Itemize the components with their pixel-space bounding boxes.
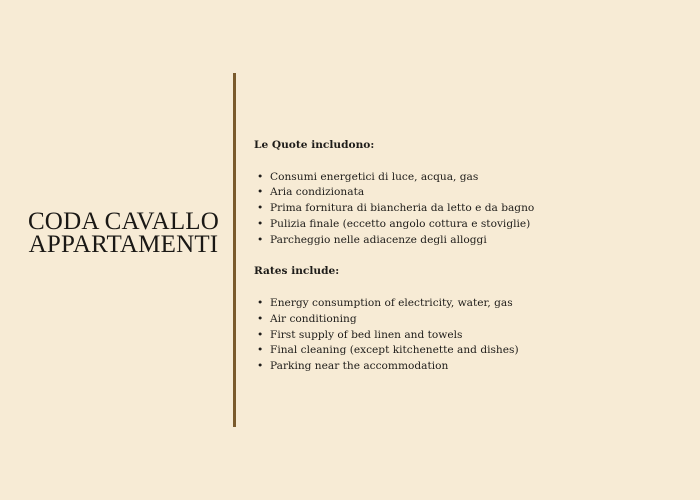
- italian-heading: Le Quote includono:: [254, 139, 375, 151]
- title-line-1: CODA CAVALLO: [27, 208, 220, 235]
- list-item-text: First supply of bed linen and towels: [270, 328, 463, 341]
- list-item-text: Consumi energetici di luce, acqua, gas: [270, 170, 479, 183]
- section-spacer: [254, 249, 684, 265]
- italian-list: [254, 170, 684, 249]
- list-item-text: Pulizia finale (eccetto angolo cottura e stoviglie): [270, 217, 531, 230]
- list-item: [254, 328, 684, 344]
- list-item: [254, 233, 684, 249]
- bullet-icon: •: [257, 344, 264, 357]
- list-item: [254, 170, 684, 186]
- english-list: [254, 296, 684, 375]
- list-item-text: Parking near the accommodation: [270, 360, 449, 373]
- rates-content: [254, 138, 684, 375]
- list-item: [254, 343, 684, 359]
- bullet-icon: •: [257, 202, 264, 215]
- title-line-2: APPARTAMENTI: [28, 231, 219, 258]
- list-item-text: Aria condizionata: [270, 186, 365, 199]
- list-item-text: Final cleaning (except kitchenette and dishes): [270, 344, 519, 357]
- bullet-icon: •: [257, 296, 264, 309]
- vertical-divider: [233, 73, 236, 427]
- bullet-icon: •: [257, 312, 264, 325]
- list-item: [254, 201, 684, 217]
- bullet-icon: •: [257, 170, 264, 183]
- list-item: [254, 312, 684, 328]
- list-item-text: Energy consumption of electricity, water, gas: [270, 296, 513, 309]
- english-heading: Rates include:: [254, 265, 340, 278]
- list-item-text: Air conditioning: [270, 312, 357, 325]
- bullet-icon: •: [257, 217, 264, 230]
- page-title: [12, 210, 235, 256]
- bullet-icon: •: [257, 186, 264, 199]
- list-item: [254, 185, 684, 201]
- list-item: [254, 359, 684, 375]
- list-item-text: Parcheggio nelle adiacenze degli alloggi: [270, 233, 487, 246]
- list-item: [254, 296, 684, 312]
- list-item-text: Prima fornitura di biancheria da letto e da bagno: [270, 202, 535, 215]
- bullet-icon: •: [257, 360, 264, 373]
- bullet-icon: •: [257, 328, 264, 341]
- list-item: [254, 217, 684, 233]
- bullet-icon: •: [257, 233, 264, 246]
